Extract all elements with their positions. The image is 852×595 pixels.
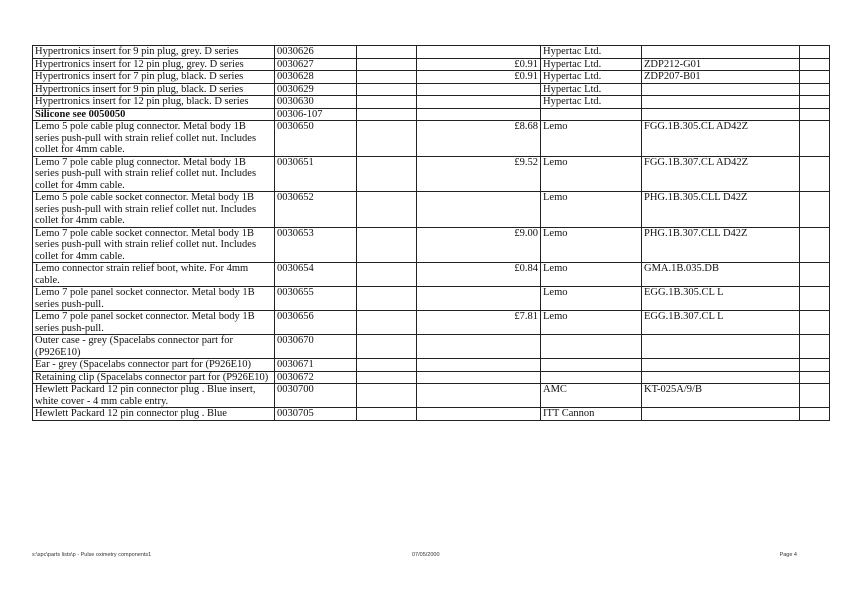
supplier-part-number: FGG.1B.307.CL AD42Z: [642, 156, 800, 192]
empty-cell: [357, 83, 417, 96]
empty-cell: [357, 192, 417, 228]
supplier-name: AMC: [541, 384, 642, 408]
supplier-part-number: [642, 83, 800, 96]
empty-cell: [800, 108, 830, 121]
supplier-part-number: [642, 96, 800, 109]
table-row: [33, 71, 830, 84]
empty-cell: [357, 227, 417, 263]
table-row: [33, 108, 830, 121]
parts-list-body: [33, 46, 830, 421]
empty-cell: [357, 58, 417, 71]
supplier-name: Hypertac Ltd.: [541, 46, 642, 59]
part-code: 0030655: [275, 287, 357, 311]
part-code: 0030628: [275, 71, 357, 84]
table-row: [33, 156, 830, 192]
supplier-name: Lemo: [541, 311, 642, 335]
part-code: 0030671: [275, 359, 357, 372]
unit-price: [417, 83, 541, 96]
empty-cell: [357, 371, 417, 384]
part-description: Lemo 5 pole cable plug connector. Metal body 1B series push-pull with strain relief collet nut. Includes collet for 4mm cable.: [33, 121, 275, 157]
supplier-part-number: FGG.1B.305.CL AD42Z: [642, 121, 800, 157]
supplier-name: Lemo: [541, 121, 642, 157]
part-description: Ear - grey (Spacelabs connector part for (P926E10): [33, 359, 275, 372]
unit-price: [417, 287, 541, 311]
empty-cell: [800, 96, 830, 109]
supplier-part-number: PHG.1B.307.CLL D42Z: [642, 227, 800, 263]
part-description: Lemo 7 pole cable socket connector. Metal body 1B series push-pull with strain relief collet nut. Includes collet for 4mm cable.: [33, 227, 275, 263]
empty-cell: [357, 108, 417, 121]
supplier-part-number: ZDP212-G01: [642, 58, 800, 71]
empty-cell: [357, 96, 417, 109]
part-description: Lemo 7 pole panel socket connector. Metal body 1B series push-pull.: [33, 311, 275, 335]
empty-cell: [800, 335, 830, 359]
table-row: [33, 335, 830, 359]
table-row: [33, 121, 830, 157]
unit-price: [417, 108, 541, 121]
part-description: Lemo connector strain relief boot, white. For 4mm cable.: [33, 263, 275, 287]
supplier-part-number: EGG.1B.305.CL L: [642, 287, 800, 311]
empty-cell: [800, 311, 830, 335]
part-description: Lemo 7 pole panel socket connector. Metal body 1B series push-pull.: [33, 287, 275, 311]
empty-cell: [357, 408, 417, 421]
part-code: 0030629: [275, 83, 357, 96]
supplier-name: Lemo: [541, 287, 642, 311]
part-code: 0030705: [275, 408, 357, 421]
table-row: [33, 371, 830, 384]
unit-price: £0.84: [417, 263, 541, 287]
table-row: [33, 408, 830, 421]
parts-list-table: [32, 45, 830, 421]
supplier-name: [541, 335, 642, 359]
part-description: Hypertronics insert for 9 pin plug, grey. D series: [33, 46, 275, 59]
supplier-part-number: [642, 46, 800, 59]
supplier-name: Lemo: [541, 263, 642, 287]
unit-price: [417, 46, 541, 59]
footer-page-number: Page 4: [779, 552, 797, 558]
supplier-name: ITT Cannon: [541, 408, 642, 421]
empty-cell: [357, 263, 417, 287]
unit-price: [417, 384, 541, 408]
unit-price: £8.68: [417, 121, 541, 157]
unit-price: [417, 371, 541, 384]
supplier-part-number: [642, 371, 800, 384]
supplier-name: Hypertac Ltd.: [541, 96, 642, 109]
unit-price: £0.91: [417, 71, 541, 84]
empty-cell: [800, 71, 830, 84]
supplier-part-number: PHG.1B.305.CLL D42Z: [642, 192, 800, 228]
empty-cell: [800, 156, 830, 192]
unit-price: £9.00: [417, 227, 541, 263]
table-row: [33, 192, 830, 228]
unit-price: £9.52: [417, 156, 541, 192]
supplier-part-number: EGG.1B.307.CL L: [642, 311, 800, 335]
supplier-name: [541, 371, 642, 384]
empty-cell: [357, 121, 417, 157]
part-code: 0030652: [275, 192, 357, 228]
supplier-name: Hypertac Ltd.: [541, 71, 642, 84]
unit-price: [417, 96, 541, 109]
part-code: 0030653: [275, 227, 357, 263]
supplier-name: Hypertac Ltd.: [541, 83, 642, 96]
supplier-name: [541, 359, 642, 372]
unit-price: £0.91: [417, 58, 541, 71]
table-row: [33, 359, 830, 372]
empty-cell: [800, 287, 830, 311]
part-code: 0030700: [275, 384, 357, 408]
unit-price: [417, 359, 541, 372]
unit-price: [417, 408, 541, 421]
empty-cell: [357, 311, 417, 335]
table-row: [33, 96, 830, 109]
empty-cell: [357, 71, 417, 84]
table-row: [33, 287, 830, 311]
part-description: Retaining clip (Spacelabs connector part for (P926E10): [33, 371, 275, 384]
supplier-name: Lemo: [541, 192, 642, 228]
table-row: [33, 227, 830, 263]
empty-cell: [357, 287, 417, 311]
empty-cell: [800, 83, 830, 96]
part-description: Hewlett Packard 12 pin connector plug . Blue: [33, 408, 275, 421]
empty-cell: [800, 359, 830, 372]
supplier-part-number: ZDP207-B01: [642, 71, 800, 84]
empty-cell: [800, 371, 830, 384]
part-description: Hypertronics insert for 12 pin plug, grey. D series: [33, 58, 275, 71]
part-code: 0030626: [275, 46, 357, 59]
empty-cell: [357, 335, 417, 359]
empty-cell: [800, 192, 830, 228]
table-row: [33, 83, 830, 96]
part-code: 0030630: [275, 96, 357, 109]
empty-cell: [800, 121, 830, 157]
part-description: Silicone see 0050050: [33, 108, 275, 121]
empty-cell: [800, 263, 830, 287]
empty-cell: [357, 46, 417, 59]
part-description: Lemo 5 pole cable socket connector. Metal body 1B series push-pull with strain relief collet nut. Includes collet for 4mm cable.: [33, 192, 275, 228]
empty-cell: [357, 359, 417, 372]
part-code: 00306-107: [275, 108, 357, 121]
part-code: 0030672: [275, 371, 357, 384]
part-code: 0030627: [275, 58, 357, 71]
page-footer: [32, 552, 797, 562]
table-row: [33, 58, 830, 71]
part-description: Hypertronics insert for 7 pin plug, black. D series: [33, 71, 275, 84]
supplier-part-number: [642, 408, 800, 421]
footer-file-path: s:\spc\parts lists\p - Pulse oximetry components1: [32, 552, 152, 558]
footer-date: 07/05/2000: [412, 552, 440, 558]
unit-price: [417, 335, 541, 359]
supplier-part-number: KT-025A/9/B: [642, 384, 800, 408]
part-description: Hypertronics insert for 12 pin plug, black. D series: [33, 96, 275, 109]
part-code: 0030650: [275, 121, 357, 157]
supplier-name: Lemo: [541, 227, 642, 263]
supplier-name: Hypertac Ltd.: [541, 58, 642, 71]
empty-cell: [800, 46, 830, 59]
supplier-name: [541, 108, 642, 121]
empty-cell: [800, 408, 830, 421]
empty-cell: [357, 384, 417, 408]
supplier-part-number: GMA.1B.035.DB: [642, 263, 800, 287]
supplier-part-number: [642, 335, 800, 359]
table-row: [33, 46, 830, 59]
empty-cell: [800, 384, 830, 408]
part-description: Outer case - grey (Spacelabs connector part for (P926E10): [33, 335, 275, 359]
part-description: Hypertronics insert for 9 pin plug, black. D series: [33, 83, 275, 96]
supplier-name: Lemo: [541, 156, 642, 192]
part-description: Lemo 7 pole cable plug connector. Metal body 1B series push-pull with strain relief collet nut. Includes collet for 4mm cable.: [33, 156, 275, 192]
table-row: [33, 263, 830, 287]
part-code: 0030651: [275, 156, 357, 192]
part-code: 0030654: [275, 263, 357, 287]
unit-price: £7.81: [417, 311, 541, 335]
part-code: 0030670: [275, 335, 357, 359]
supplier-part-number: [642, 108, 800, 121]
empty-cell: [800, 227, 830, 263]
empty-cell: [357, 156, 417, 192]
part-description: Hewlett Packard 12 pin connector plug . Blue insert, white cover - 4 mm cable entry.: [33, 384, 275, 408]
part-code: 0030656: [275, 311, 357, 335]
table-row: [33, 384, 830, 408]
unit-price: [417, 192, 541, 228]
empty-cell: [800, 58, 830, 71]
table-row: [33, 311, 830, 335]
supplier-part-number: [642, 359, 800, 372]
